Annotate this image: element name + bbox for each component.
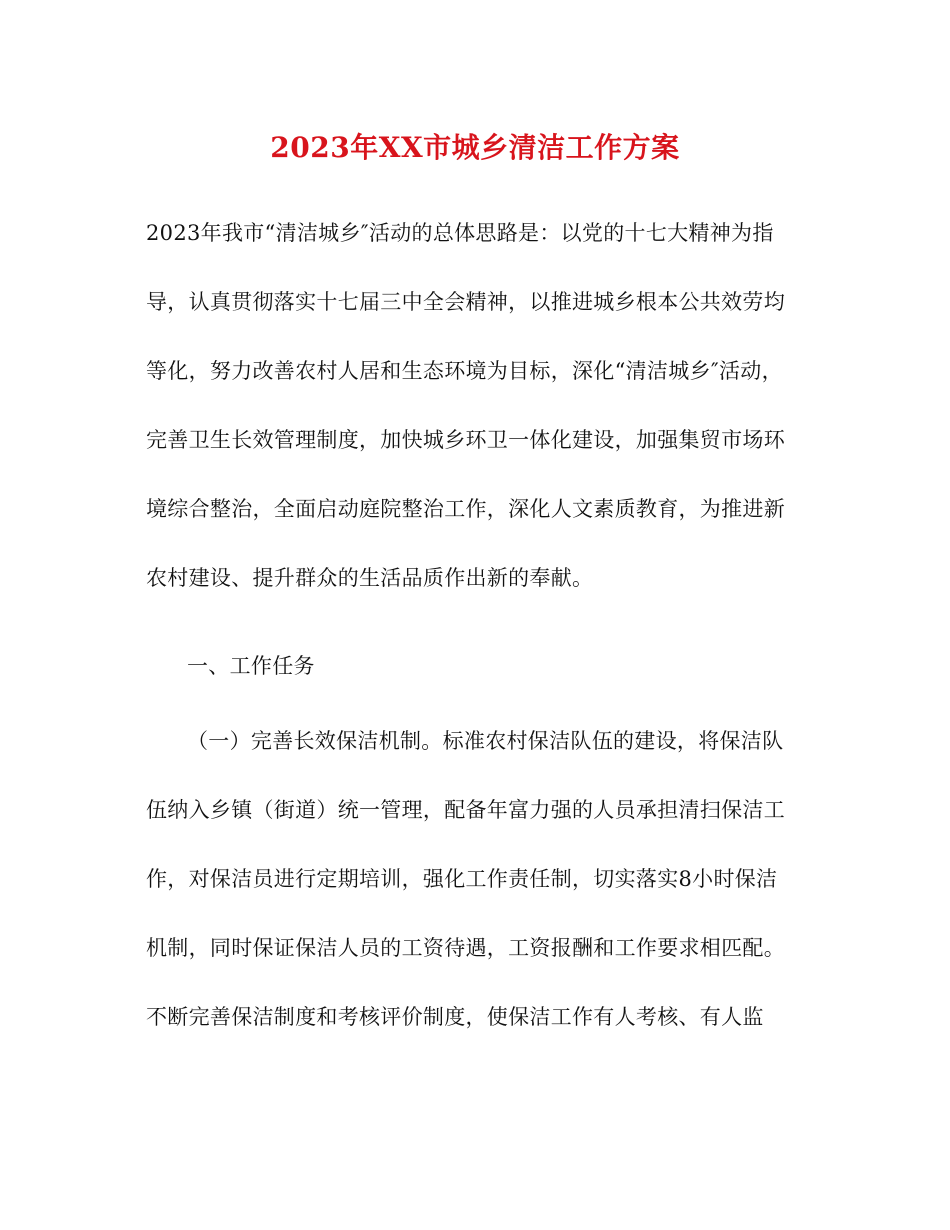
section-heading: 一、工作任务 [187, 654, 315, 678]
text-line: 机制，同时保证保洁人员的工资待遇，工资报酬和工作要求相匹配。 [146, 936, 785, 960]
text-line: 完善卫生长效管理制度，加快城乡环卫一体化建设，加强集贸市场环 [146, 428, 785, 452]
text-line: 等化，努力改善农村人居和生态环境为目标，深化“清洁城乡″活动， [146, 359, 783, 383]
text-line: 2023年我市“清洁城乡″活动的总体思路是：以党的十七大精神为指 [146, 221, 774, 245]
text-line: 农村建设、提升群众的生活品质作出新的奉献。 [146, 566, 594, 590]
text-line: 导，认真贯彻落实十七届三中全会精神，以推进城乡根本公共效劳均 [146, 290, 785, 314]
text-line: 境综合整治，全面启动庭院整治工作，深化人文素质教育，为推进新 [146, 497, 785, 521]
text-line: 伍纳入乡镇（街道）统一管理，配备年富力强的人员承担清扫保洁工 [146, 798, 785, 822]
text-line: 不断完善保洁制度和考核评价制度，使保洁工作有人考核、有人监 [146, 1005, 764, 1029]
text-line: 作，对保洁员进行定期培训，强化工作责任制，切实落实8小时保洁 [146, 867, 778, 891]
document-title: 2023年XX市城乡清洁工作方案 [270, 131, 680, 164]
text-line: （一）完善长效保洁机制。标准农村保洁队伍的建设，将保洁队 [187, 729, 784, 753]
